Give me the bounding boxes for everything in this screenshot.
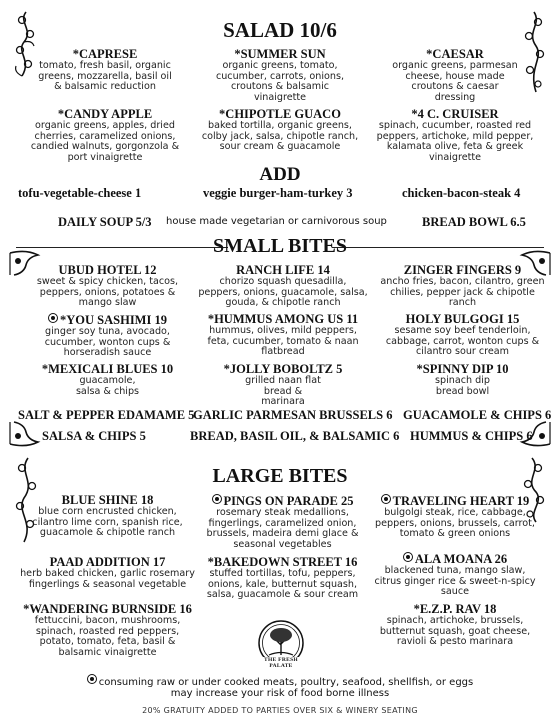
- item-desc: sweet & spicy chicken, tacos, peppers, onions, potatoes & mango slaw: [36, 276, 179, 309]
- item-name: ZINGER FINGERS 9: [403, 263, 522, 277]
- menu-item: [380, 363, 545, 397]
- item-desc: sesame soy beef tenderloin, cabbage, carrot, wonton cups & cilantro sour cream: [385, 325, 540, 358]
- item-name: *CHIPOTLE GUACO: [219, 107, 341, 121]
- item-desc: spinach dip bread bowl: [435, 375, 490, 397]
- item-name: HOLY BULGOGI 15: [405, 312, 520, 326]
- item-desc: organic greens, apples, dried cherries, caramelized onions, candied walnuts, gorgonzola & port vinaigrette: [30, 120, 180, 163]
- item-desc: herb baked chicken, garlic rosemary fingerlings & seasonal vegetable: [20, 568, 195, 590]
- logo-text: THE FRESH PALATE: [253, 657, 309, 669]
- restaurant-logo: [257, 619, 305, 667]
- menu-item: [370, 108, 540, 163]
- menu-item: [20, 108, 190, 163]
- item-name: *CAPRESE: [72, 47, 138, 61]
- menu-item: [25, 313, 190, 359]
- item-desc: spinach, cucumber, roasted red peppers, artichoke, mild pepper, kalamata olive, feta & greek vinaigrette: [376, 120, 534, 163]
- item-desc: ancho fries, bacon, cilantro, green chilies, pepper jack & chipotle ranch: [380, 276, 545, 309]
- menu-item: [20, 494, 195, 539]
- floral-vine-icon: [8, 10, 42, 80]
- item-name: *BAKEDOWN STREET 16: [207, 555, 358, 569]
- item-desc: organic greens, parmesan cheese, house made croutons & caesar dressing: [392, 60, 518, 103]
- menu-item: [380, 313, 545, 358]
- add-option: chicken-bacon-steak 4: [402, 186, 521, 200]
- bread-bowl-label: BREAD BOWL 6.5: [422, 215, 526, 229]
- menu-item: [370, 494, 540, 540]
- menu-item: [195, 108, 365, 153]
- daily-soup-desc: house made vegetarian or carnivorous soup: [166, 216, 387, 227]
- menu-item: [198, 313, 368, 358]
- menu-item: [20, 603, 195, 658]
- menu-item: [25, 363, 190, 397]
- warning-line: may increase your risk of food borne illness: [170, 688, 390, 699]
- add-option: veggie burger-ham-turkey 3: [203, 186, 353, 200]
- raw-warning-icon: [212, 494, 222, 504]
- item-name: *YOU SASHIMI 19: [60, 313, 167, 327]
- corner-scroll-icon: [518, 418, 552, 448]
- floral-vine-icon: [8, 456, 44, 546]
- menu-item: [20, 48, 190, 93]
- menu-item: [198, 264, 368, 309]
- item-desc: tomato, fresh basil, organic greens, mozzarella, basil oil & balsamic reduction: [38, 60, 172, 93]
- item-desc: blue corn encrusted chicken, cilantro lime corn, spanish rice, guacamole & chipotle ranch: [32, 506, 183, 539]
- item-name: *JOLLY BOBOLTZ 5: [223, 362, 343, 376]
- item-name: *HUMMUS AMONG US 11: [207, 312, 359, 326]
- item-name: *SUMMER SUN: [234, 47, 326, 61]
- side-item: SALT & PEPPER EDAMAME 5: [18, 408, 195, 422]
- item-desc: bulgolgi steak, rice, cabbage, peppers, onions, brussels, carrot, tomato & green onions: [375, 507, 535, 540]
- menu-item: [25, 264, 190, 309]
- item-name: *MEXICALI BLUES 10: [41, 362, 174, 376]
- menu-item: [370, 552, 540, 598]
- menu-item: [20, 556, 195, 590]
- item-desc: baked tortilla, organic greens, colby jack, salsa, chipotle ranch, sour cream & guacamole: [201, 120, 359, 153]
- item-name: *E.Z.P. RAV 18: [413, 602, 497, 616]
- menu-item: [195, 48, 365, 103]
- item-desc: chorizo squash quesadilla, peppers, onions, guacamole, salsa, gouda, & chipotle ranch: [198, 276, 368, 309]
- raw-warning-icon: [87, 674, 97, 684]
- side-item: BREAD, BASIL OIL, & BALSAMIC 6: [190, 429, 400, 443]
- floral-vine-icon: [516, 10, 552, 96]
- item-desc: stuffed tortillas, tofu, peppers, onions, kale, butternut squash, salsa, guacamole & sour cream: [206, 568, 359, 601]
- menu-item: [370, 48, 540, 103]
- corner-scroll-icon: [8, 418, 42, 448]
- add-heading: ADD: [259, 164, 301, 185]
- item-name: *CANDY APPLE: [57, 107, 153, 121]
- item-name: UBUD HOTEL 12: [58, 263, 157, 277]
- menu-item: [198, 363, 368, 408]
- menu-item: [195, 494, 370, 550]
- corner-scroll-icon: [8, 249, 42, 279]
- raw-warning-icon: [381, 494, 391, 504]
- item-desc: grilled naan flat bread & marinara: [245, 375, 321, 408]
- item-desc: rosemary steak medallions, fingerlings, caramelized onion, brussels, madeira demi glace & seasonal vegetables: [206, 507, 359, 550]
- item-name: *4 C. CRUISER: [411, 107, 499, 121]
- side-item: GARLIC PARMESAN BRUSSELS 6: [193, 408, 393, 422]
- item-desc: blackened tuna, mango slaw, citrus ginger rice & sweet-n-spicy sauce: [374, 565, 536, 598]
- raw-warning-icon: [48, 313, 58, 323]
- floral-vine-icon: [516, 456, 552, 526]
- item-name: *SPINNY DIP 10: [416, 362, 509, 376]
- raw-warning-icon: [403, 552, 413, 562]
- warning-line: consuming raw or under cooked meats, poultry, seafood, shellfish, or eggs: [98, 677, 474, 688]
- item-name: RANCH LIFE 14: [236, 263, 330, 277]
- item-desc: ginger soy tuna, avocado, cucumber, wonton cups & horseradish sauce: [44, 326, 171, 359]
- item-desc: spinach, artichoke, brussels, butternut squash, goat cheese, ravioli & pesto marinara: [379, 615, 531, 648]
- item-desc: guacamole, salsa & chips: [75, 375, 140, 397]
- item-name: *WANDERING BURNSIDE 16: [23, 602, 192, 616]
- salad-heading: SALAD 10/6: [223, 18, 337, 42]
- large-bites-heading: LARGE BITES: [212, 465, 348, 487]
- item-name: *CAESAR: [426, 47, 484, 61]
- item-desc: organic greens, tomato, cucumber, carrots, onions, croutons & balsamic vinaigrette: [215, 60, 345, 103]
- gratuity-note: 20% GRATUITY ADDED TO PARTIES OVER SIX & WINERY SEATING: [142, 706, 418, 715]
- item-desc: hummus, olives, mild peppers, feta, cucumber, tomato & naan flatbread: [207, 325, 359, 358]
- daily-soup-label: DAILY SOUP 5/3: [58, 215, 152, 229]
- item-name: PAAD ADDITION 17: [49, 555, 166, 569]
- side-item: SALSA & CHIPS 5: [42, 429, 146, 443]
- corner-scroll-icon: [518, 249, 552, 279]
- side-item: GUACAMOLE & CHIPS 6: [403, 408, 552, 422]
- item-name: TRAVELING HEART 19: [392, 494, 530, 508]
- menu-item: [370, 603, 540, 648]
- item-desc: fettuccini, bacon, mushrooms, spinach, roasted red peppers, potato, tomato, feta, basil & balsamic vinaigrette: [34, 615, 181, 658]
- raw-food-warning: [0, 674, 560, 699]
- add-option: tofu-vegetable-cheese 1: [18, 186, 142, 200]
- item-name: BLUE SHINE 18: [61, 493, 154, 507]
- item-name: ALA MOANA 26: [414, 552, 508, 566]
- side-item: HUMMUS & CHIPS 6: [410, 429, 533, 443]
- menu-item: [195, 556, 370, 601]
- item-name: PINGS ON PARADE 25: [223, 494, 354, 508]
- small-bites-heading: SMALL BITES: [213, 235, 347, 257]
